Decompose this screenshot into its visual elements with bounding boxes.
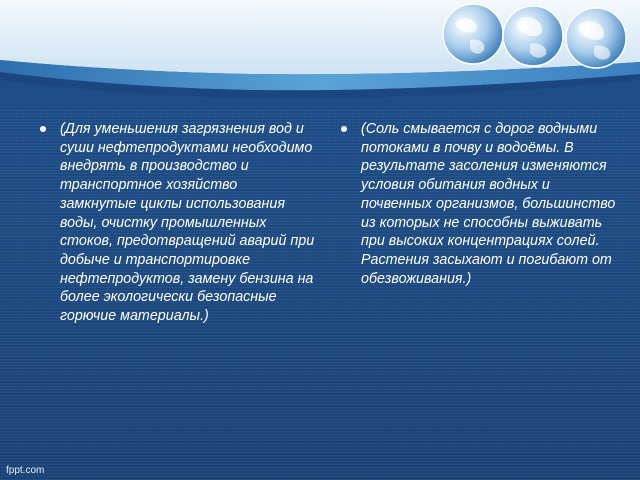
bullet-icon bbox=[341, 126, 347, 132]
bullet-icon bbox=[40, 126, 46, 132]
watermark-text: fppt.com bbox=[6, 465, 45, 476]
globe-icon bbox=[566, 8, 626, 68]
slide-header-banner bbox=[0, 0, 640, 110]
globe-icon bbox=[443, 4, 503, 64]
right-bullet-text: (Соль смывается с дорог водными потоками в почву и водоёмы. В результате засоления изменяются условия обитания водных и почвенных организмов, большинство из которых не способны выживать при высоких концентрациях солей. Растения засыхают и погибают от обезвоживания.) bbox=[361, 121, 616, 287]
header-wave-graphic bbox=[0, 0, 640, 110]
right-column bbox=[339, 120, 618, 326]
slide-content bbox=[38, 120, 618, 326]
left-bullet-text: (Для уменьшения загрязнения вод и суши нефтепродуктами необходимо внедрять в производство и транспортное хозяйство замкнутые циклы использования воды, очистку промышленных стоков, предотвращений аварий при добыче и транспортировке нефтепродуктов, замену бензина на более экологически безопасные горючие материалы.) bbox=[60, 121, 315, 325]
globe-icon bbox=[503, 6, 563, 66]
left-column bbox=[38, 120, 317, 326]
